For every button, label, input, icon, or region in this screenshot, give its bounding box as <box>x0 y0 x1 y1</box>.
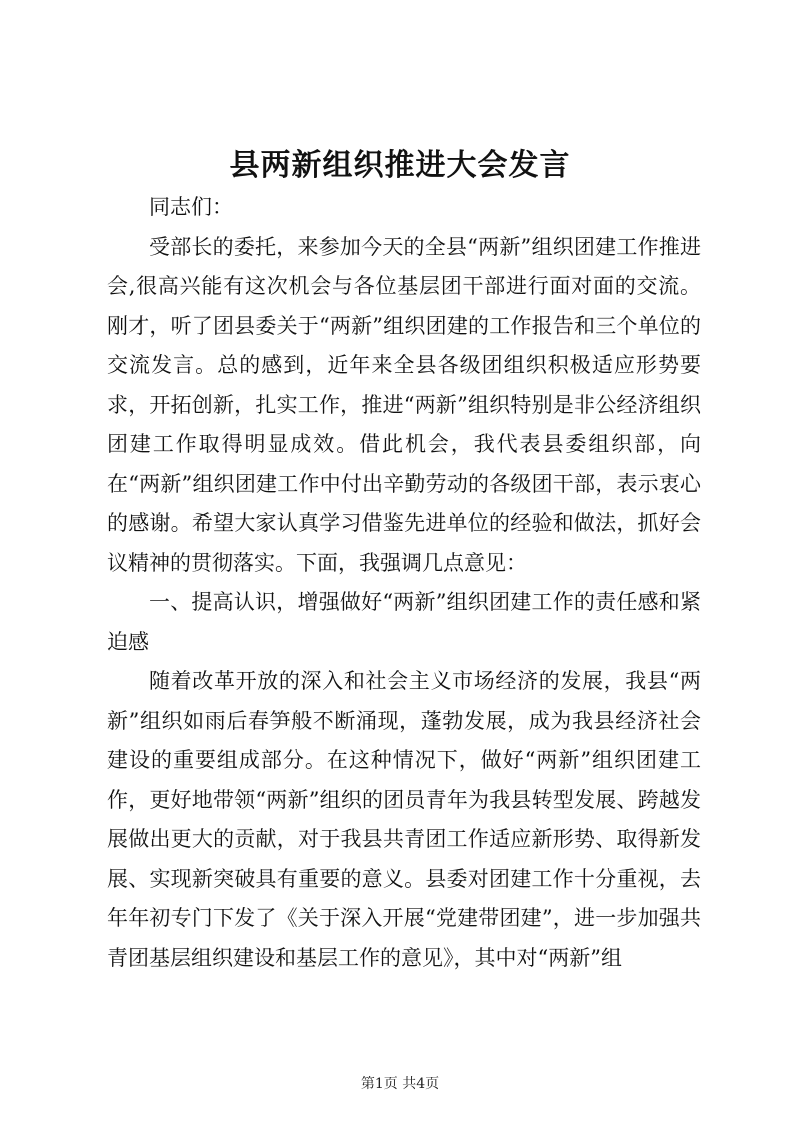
salutation-paragraph: 同志们： <box>149 195 233 219</box>
page-footer: 第1页 共4页 <box>360 1076 440 1092</box>
intro-paragraph: 受部长的委托，来参加今天的全县“两新”组织团建工作推进会,很高兴能有这次机会与各位基层团干部进行面对面的交流。刚才，听了团县委关于“两新”组织团建的工作报告和三个单位的交流发言。总的感到，近年来全县各级团组织积极适应形势要求，开拓创新，扎实工作，推进“两新”组织特别是非公经济组织团建工作取得明显成效。借此机会，我代表县委组织部，向在“两新”组织团建工作中付出辛勤劳动的各级团干部，表示衷心的感谢。希望大家认真学习借鉴先进单位的经验和做法，抓好会议精神的贯彻落实。下面，我强调几点意见： <box>107 234 701 575</box>
document-body <box>107 188 701 978</box>
document-title: 县两新组织推进大会发言 <box>229 148 571 183</box>
section-1-paragraph: 随着改革开放的深入和社会主义市场经济的发展，我县“两新”组织如雨后春笋般不断涌现，蓬勃发展，成为我县经济社会建设的重要组成部分。在这种情况下，做好“两新”组织团建工作，更好地带领“两新”组织的团员青年为我县转型发展、跨越发展做出更大的贡献，对于我县共青团工作适应新形势、取得新发展、实现新突破具有重要的意义。县委对团建工作十分重视，去年年初专门下发了《关于深入开展“党建带团建”，进一步加强共青团基层组织建设和基层工作的意见》，其中对“两新”组 <box>107 669 701 970</box>
section-heading-1: 一、提高认识，增强做好“两新”组织团建工作的责任感和紧迫感 <box>107 590 701 654</box>
